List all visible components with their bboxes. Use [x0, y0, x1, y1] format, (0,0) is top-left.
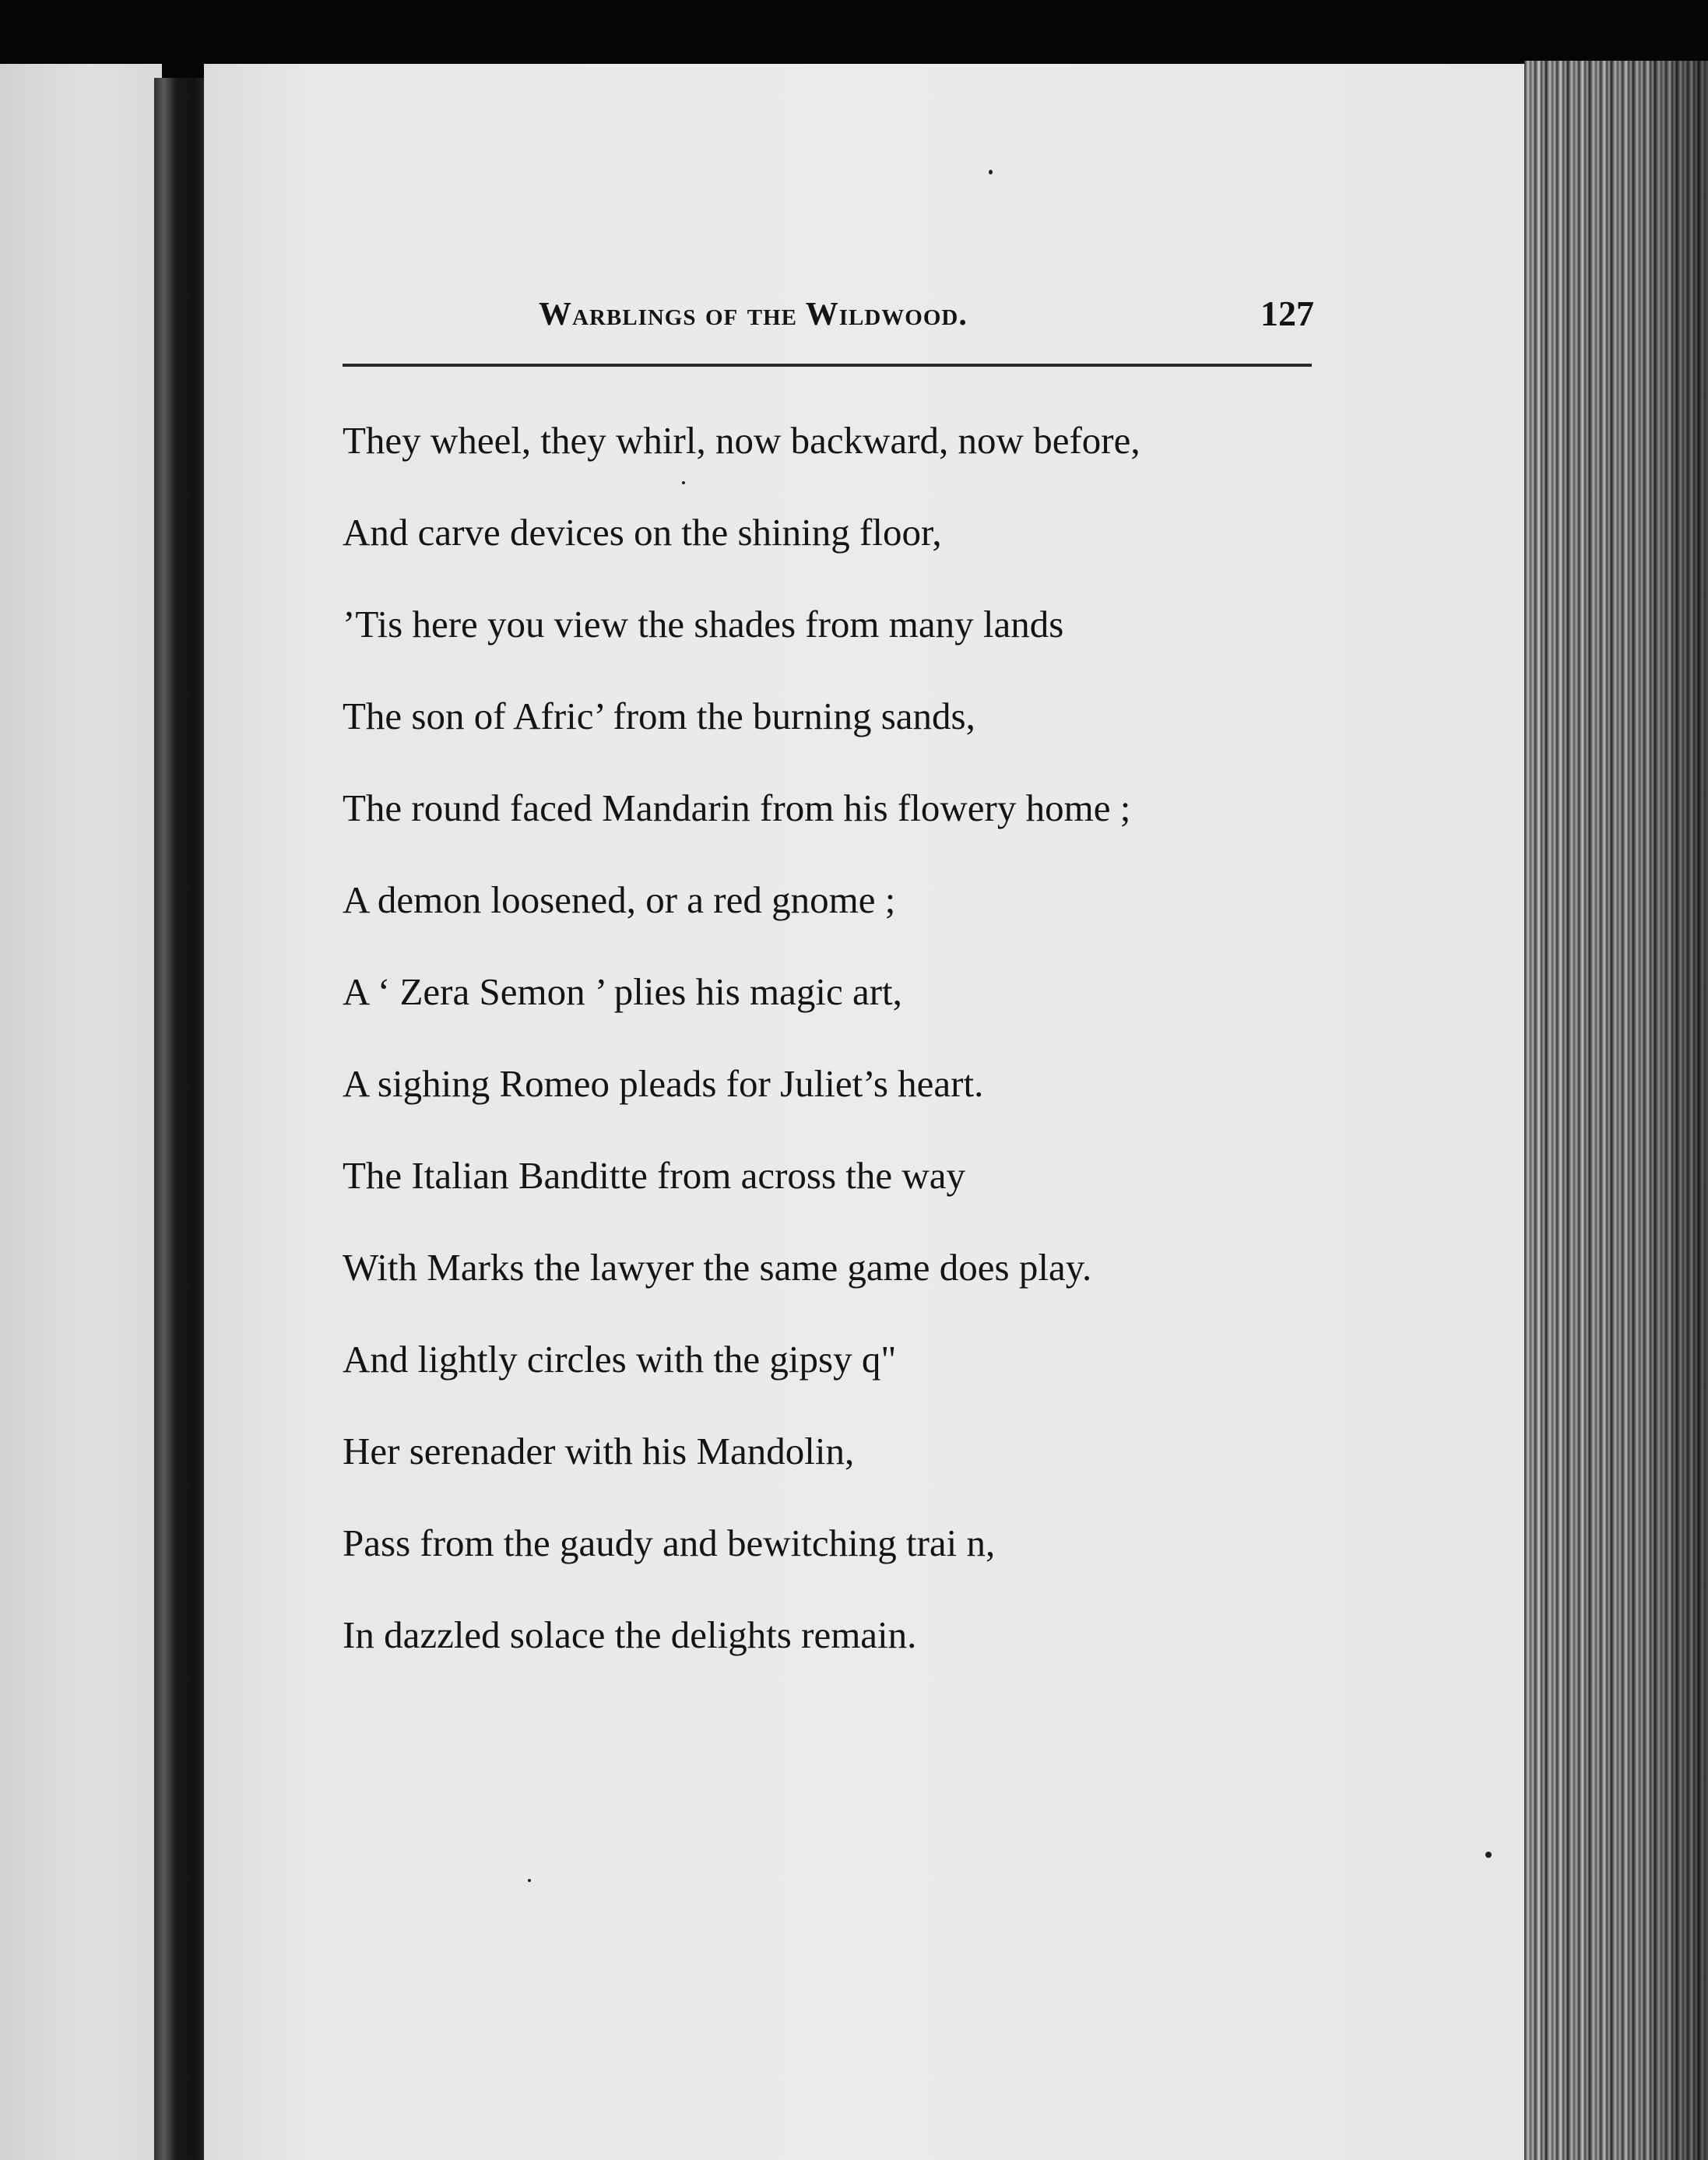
poem-text [343, 408, 1355, 1694]
running-title: Warblings of the Wildwood. [539, 297, 968, 332]
facing-page-edge [0, 64, 162, 2160]
poem-line: A ‘ Zera Semon ’ plies his magic art, [343, 970, 902, 1013]
print-speck [989, 170, 993, 174]
poem-line: A demon loosened, or a red gnome ; [343, 878, 896, 921]
poem-line: In dazzled solace the delights remain. [343, 1613, 917, 1656]
poem-line: Pass from the gaudy and bewitching trai n, [343, 1521, 996, 1564]
poem-line: ’Tis here you view the shades from many lands [343, 603, 1064, 646]
poem-line: And carve devices on the shining floor, [343, 511, 942, 554]
poem-line: A sighing Romeo pleads for Juliet’s heart. [343, 1062, 984, 1105]
poem-line: The round faced Mandarin from his flowery home ; [343, 786, 1131, 829]
poem-line: With Marks the lawyer the same game does play. [343, 1246, 1092, 1289]
poem-line: Her serenader with his Mandolin, [343, 1430, 855, 1472]
poem-line: The Italian Banditte from across the way [343, 1154, 966, 1197]
book-gutter [154, 78, 209, 2160]
running-head [343, 296, 1316, 350]
header-rule [343, 364, 1312, 367]
poem-line: They wheel, they whirl, now backward, now before, [343, 419, 1140, 462]
print-speck [528, 1879, 531, 1882]
page-number: 127 [1260, 294, 1314, 333]
page-edges-shadow [1524, 61, 1708, 2160]
poem-line: And lightly circles with the gipsy q" [343, 1338, 897, 1381]
print-speck [1485, 1852, 1492, 1858]
print-speck [682, 481, 685, 484]
poem-line: The son of Afric’ from the burning sands, [343, 695, 975, 737]
